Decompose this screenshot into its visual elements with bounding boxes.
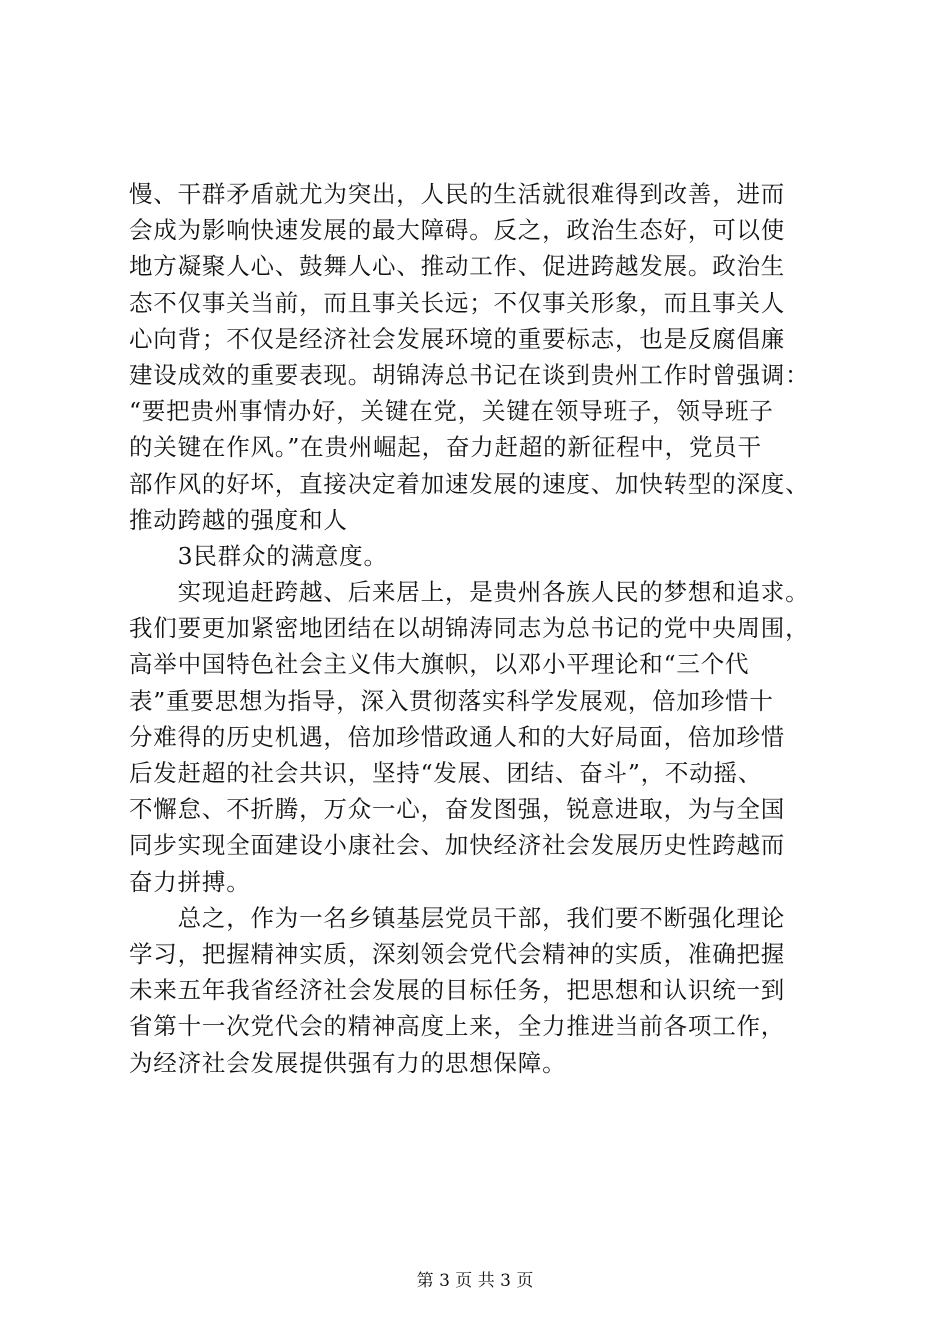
text-line: 不懈怠、不折腾，万众一心，奋发图强，锐意进取，为与全国	[129, 795, 786, 824]
text-line: 实现追赶跨越、后来居上，是贵州各族人民的梦想和追求。	[129, 578, 810, 607]
text-line: 地方凝聚人心、鼓舞人心、推动工作、促进跨越发展。政治生	[129, 252, 786, 281]
text-line: 表”重要思想为指导，深入贯彻落实科学发展观，倍加珍惜十	[129, 686, 774, 715]
page-footer	[0, 1270, 950, 1292]
text-line: 后发赶超的社会共识，坚持“发展、团结、奋斗”，不动摇、	[129, 759, 763, 787]
text-line: 心向背；不仅是经济社会发展环境的重要标志，也是反腐倡廉	[129, 324, 786, 353]
text-line: 态不仅事关当前，而且事关长远；不仅事关形象，而且事关人	[129, 288, 786, 317]
text-line: 省第十一次党代会的精神高度上来，全力推进当前各项工作，	[129, 1012, 786, 1041]
text-line: 总之，作为一名乡镇基层党员干部，我们要不断强化理论	[129, 903, 786, 932]
text-line: 奋力拼搏。	[129, 867, 251, 896]
text-line: 3民群众的满意度。	[129, 541, 388, 570]
page-number-label: 第 3 页 共 3 页	[416, 1271, 534, 1291]
text-line: 会成为影响快速发展的最大障碍。反之，政治生态好，可以使	[129, 216, 786, 245]
text-line: 分难得的历史机遇，倍加珍惜政通人和的大好局面，倍加珍惜	[129, 722, 786, 751]
text-line: 部作风的好坏，直接决定着加速发展的速度、加快转型的深度、	[129, 469, 810, 498]
text-line: 高举中国特色社会主义伟大旗帜，以邓小平理论和“三个代	[129, 650, 750, 679]
text-line: 的关键在作风。”在贵州崛起，奋力赶超的新征程中，党员干	[129, 433, 762, 462]
text-line: “要把贵州事情办好，关键在党，关键在领导班子，领导班子	[129, 397, 774, 426]
document-body	[129, 176, 834, 1081]
text-line: 学习，把握精神实质，深刻领会党代会精神的实质，准确把握	[129, 939, 786, 968]
text-line: 慢、干群矛盾就尤为突出，人民的生活就很难得到改善，进而	[129, 180, 786, 208]
text-line: 我们要更加紧密地团结在以胡锦涛同志为总书记的党中央周围，	[129, 614, 810, 643]
text-line: 建设成效的重要表现。胡锦涛总书记在谈到贵州工作时曾强调：	[129, 360, 810, 389]
text-line: 为经济社会发展提供强有力的思想保障。	[129, 1048, 567, 1077]
text-line: 推动跨越的强度和人	[129, 505, 348, 534]
text-line: 同步实现全面建设小康社会、加快经济社会发展历史性跨越而	[129, 831, 786, 860]
text-line: 未来五年我省经济社会发展的目标任务，把思想和认识统一到	[129, 976, 786, 1005]
